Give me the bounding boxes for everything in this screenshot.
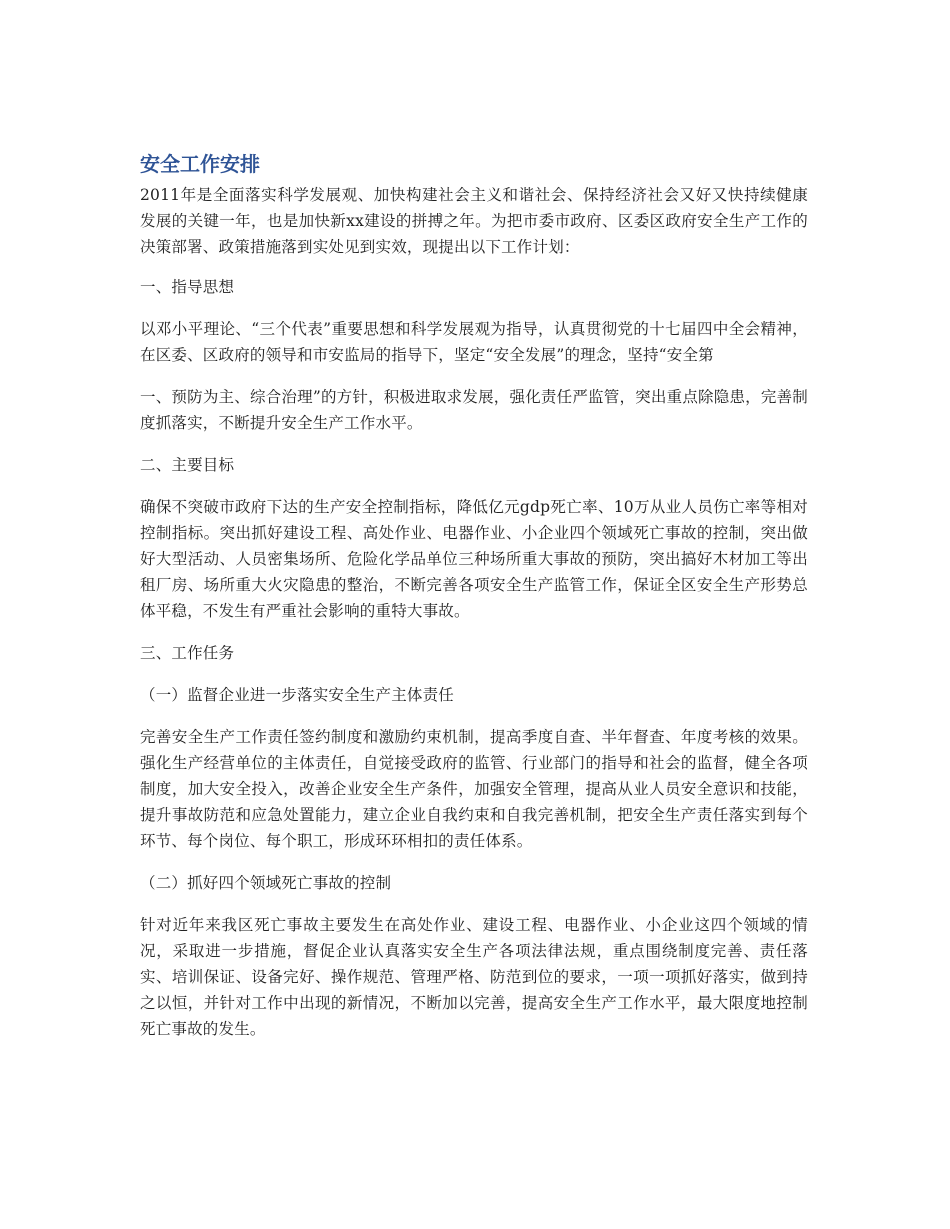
section-heading-guiding-ideology: 一、指导思想 — [140, 278, 235, 296]
subsection-heading-1: （一）监督企业进一步落实安全生产主体责任 — [140, 686, 455, 704]
subsection-heading-2: （二）抓好四个领域死亡事故的控制 — [140, 874, 392, 892]
body-paragraph: 针对近年来我区死亡事故主要发生在高处作业、建设工程、电器作业、小企业这四个领域的情况，采取进一步措施，督促企业认真落实安全生产各项法律法规，重点围绕制度完善、责任落实、培训保证、设备完好、操作规范、管理严格、防范到位的要求，一项一项抓好落实，做到持之以恒，并针对工作中出现的新情况，不断加以完善，提高安全生产工作水平，最大限度地控制死亡事故的发生。 — [140, 916, 808, 1038]
body-paragraph: 以邓小平理论、“三个代表”重要思想和科学发展观为指导，认真贯彻党的十七届四中全会精神，在区委、区政府的领导和市安监局的指导下，坚定“安全发展”的理念，坚持“安全第 — [140, 320, 808, 364]
body-paragraph: 一、预防为主、综合治理”的方针，积极进取求发展，强化责任严监管，突出重点除隐患，完善制度抓落实，不断提升安全生产工作水平。 — [140, 388, 808, 432]
section-heading-main-goals: 二、主要目标 — [140, 456, 235, 474]
document-page — [140, 150, 808, 1058]
document-title: 安全工作安排 — [140, 152, 260, 176]
intro-paragraph: 2011年是全面落实科学发展观、加快构建社会主义和谐社会、保持经济社会又好又快持续健康发展的关键一年，也是加快新xx建设的拼搏之年。为把市委市政府、区委区政府安全生产工作的决策部署、政策措施落到实处见到实效，现提出以下工作计划： — [140, 186, 808, 256]
section-heading-work-tasks: 三、工作任务 — [140, 644, 235, 662]
body-paragraph: 确保不突破市政府下达的生产安全控制指标，降低亿元gdp死亡率、10万从业人员伤亡率等相对控制指标。突出抓好建设工程、高处作业、电器作业、小企业四个领域死亡事故的控制，突出做好大型活动、人员密集场所、危险化学品单位三种场所重大事故的预防，突出搞好木材加工等出租厂房、场所重大火灾隐患的整治，不断完善各项安全生产监管工作，保证全区安全生产形势总体平稳，不发生有严重社会影响的重特大事故。 — [140, 498, 808, 620]
body-paragraph: 完善安全生产工作责任签约制度和激励约束机制，提高季度自查、半年督查、年度考核的效果。强化生产经营单位的主体责任，自觉接受政府的监管、行业部门的指导和社会的监督，健全各项制度，加大安全投入，改善企业安全生产条件，加强安全管理，提高从业人员安全意识和技能，提升事故防范和应急处置能力，建立企业自我约束和自我完善机制，把安全生产责任落实到每个环节、每个岗位、每个职工，形成环环相扣的责任体系。 — [140, 728, 808, 850]
